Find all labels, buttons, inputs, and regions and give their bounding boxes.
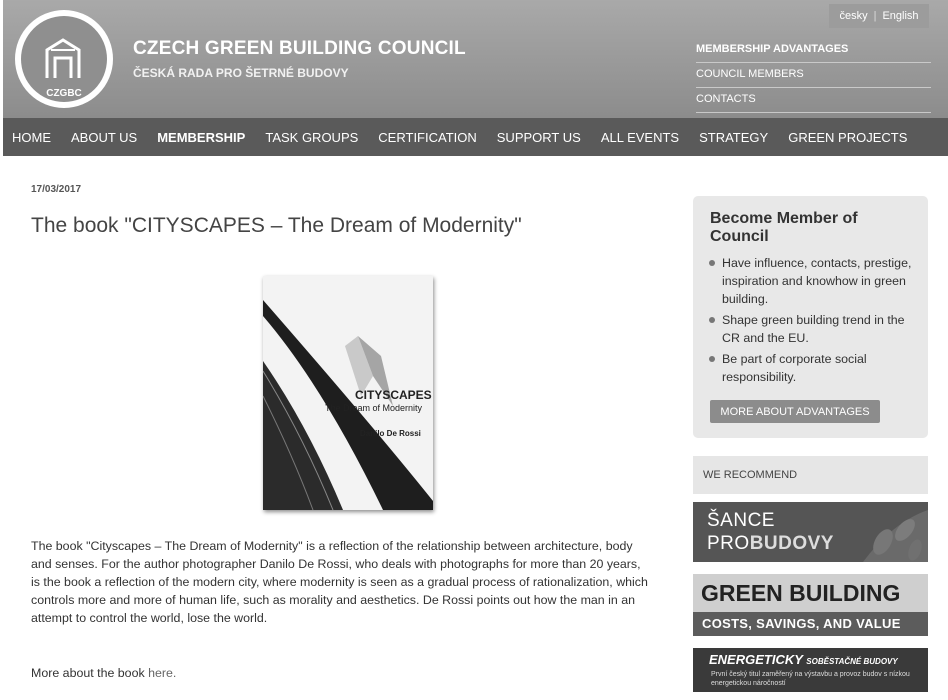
book-cover-image bbox=[263, 276, 433, 510]
nav-task-groups[interactable]: TASK GROUPS bbox=[265, 129, 359, 145]
more-text: More about the book bbox=[31, 666, 145, 680]
banner3-title-main: ENERGETICKY bbox=[709, 652, 803, 667]
more-about-book bbox=[31, 666, 176, 680]
book-subtitle: The Dream of Modernity bbox=[325, 403, 423, 413]
top-link-contacts[interactable]: CONTACTS bbox=[696, 88, 931, 113]
building-icon bbox=[43, 36, 83, 80]
nav-green-projects[interactable]: GREEN PROJECTS bbox=[788, 129, 908, 145]
lang-czech-link[interactable]: česky bbox=[839, 10, 868, 22]
nav-home[interactable]: HOME bbox=[12, 129, 51, 145]
banner2-title: GREEN BUILDING bbox=[701, 580, 901, 606]
banner1-line1: ŠANCE bbox=[707, 510, 775, 531]
logo-emblem bbox=[21, 16, 107, 102]
list-item bbox=[705, 254, 915, 308]
we-recommend-label: WE RECOMMEND bbox=[703, 469, 798, 481]
list-item bbox=[705, 350, 915, 386]
point-text: Have influence, contacts, prestige, inspiration and knowhow in green building. bbox=[722, 256, 912, 306]
nav-strategy[interactable]: STRATEGY bbox=[699, 129, 769, 145]
bullet-icon bbox=[709, 356, 715, 362]
membership-title: Become Member of Council bbox=[710, 210, 858, 245]
green-building-banner[interactable] bbox=[693, 574, 928, 636]
czgbc-logo[interactable] bbox=[15, 10, 113, 108]
list-item bbox=[705, 311, 915, 347]
membership-points bbox=[705, 254, 915, 389]
banner3-title-sub: SOBĚSTAČNÉ BUDOVY bbox=[806, 657, 898, 666]
bullet-icon bbox=[709, 317, 715, 323]
article-title: The book "CITYSCAPES – The Dream of Modernity" bbox=[31, 214, 522, 237]
article-body: The book "Cityscapes – The Dream of Modernity" is a reflection of the relationship between architecture, body and senses. For the author photographer Danilo De Rossi, who deals with photographs for more than 20 years, is the book a reflection of the modern city, where modernity is seen as a gradual process of rationalization, which controls more and more of human life, such as morality and aesthetics. De Rossi points out how the man in an attempt to control the world, lose the world. bbox=[31, 539, 648, 625]
site-subtitle: ČESKÁ RADA PRO ŠETRNÉ BUDOVY bbox=[133, 66, 349, 80]
nav-certification[interactable]: CERTIFICATION bbox=[378, 129, 477, 145]
more-here-link[interactable]: here. bbox=[148, 666, 177, 680]
top-link-membership-advantages[interactable]: MEMBERSHIP ADVANTAGES bbox=[696, 38, 931, 63]
point-text: Be part of corporate social responsibility. bbox=[722, 352, 867, 384]
banner1-budovy: BUDOVY bbox=[749, 533, 834, 554]
sance-pro-budovy-banner[interactable] bbox=[693, 502, 928, 562]
we-recommend-header bbox=[693, 456, 928, 494]
top-link-council-members[interactable]: COUNCIL MEMBERS bbox=[696, 63, 931, 88]
article-date: 17/03/2017 bbox=[31, 184, 82, 195]
main-nav bbox=[3, 118, 948, 156]
book-author: Danilo De Rossi bbox=[360, 429, 421, 438]
site-header bbox=[3, 0, 948, 118]
site-title[interactable]: CZECH GREEN BUILDING COUNCIL bbox=[133, 38, 466, 59]
banner3-subtitle: První český titul zaměřený na výstavbu a provoz budov s nízkou energetickou náročností bbox=[711, 671, 910, 687]
book-title: CITYSCAPES bbox=[355, 388, 432, 402]
logo-text: CZGBC bbox=[46, 88, 82, 99]
point-text: Shape green building trend in the CR and the EU. bbox=[722, 313, 905, 345]
membership-box bbox=[693, 196, 928, 438]
lang-english-link[interactable]: English bbox=[882, 10, 919, 22]
banner1-pro: PRO bbox=[707, 533, 750, 554]
banner2-subtitle: COSTS, SAVINGS, AND VALUE bbox=[702, 616, 901, 631]
top-links bbox=[696, 38, 931, 113]
energeticky-banner[interactable] bbox=[693, 648, 928, 692]
banner1-line2 bbox=[707, 533, 834, 555]
bullet-icon bbox=[709, 260, 715, 266]
banner3-title bbox=[709, 652, 898, 667]
nav-about-us[interactable]: ABOUT US bbox=[71, 129, 138, 145]
nav-all-events[interactable]: ALL EVENTS bbox=[600, 129, 680, 145]
nav-membership[interactable]: MEMBERSHIP bbox=[157, 129, 246, 145]
language-switcher bbox=[829, 4, 929, 28]
more-about-advantages-button[interactable]: MORE ABOUT ADVANTAGES bbox=[710, 400, 880, 423]
nav-support-us[interactable]: SUPPORT US bbox=[496, 129, 581, 145]
lang-separator: | bbox=[873, 10, 877, 22]
